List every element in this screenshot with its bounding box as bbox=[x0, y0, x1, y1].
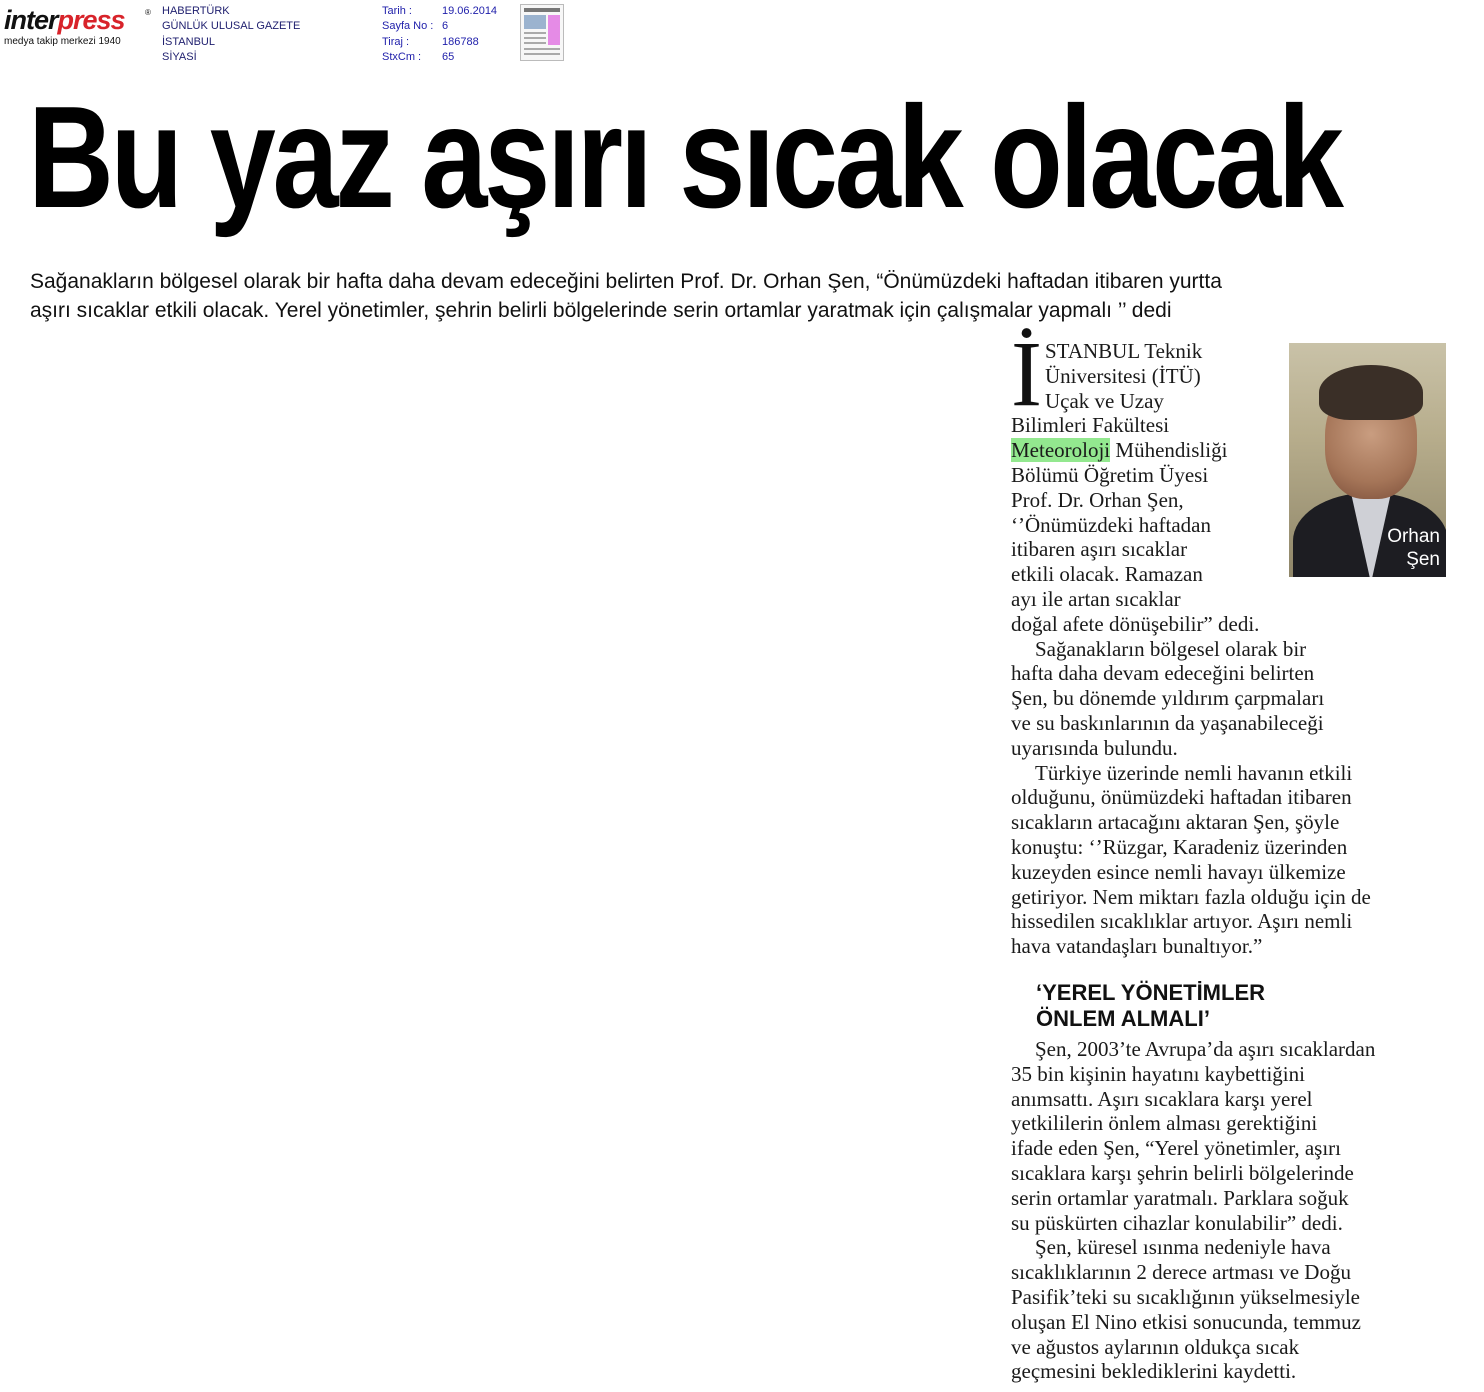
highlighted-keyword: Meteoroloji bbox=[1011, 438, 1111, 463]
body-line: doğal afete dönüşebilir” dedi. bbox=[1011, 611, 1260, 636]
body-line: hava vatandaşları bunaltıyor.” bbox=[1011, 934, 1263, 959]
body-line: Sağanakların bölgesel olarak bir bbox=[1035, 636, 1307, 661]
body-line: STANBUL Teknik bbox=[1045, 339, 1203, 363]
article-subhead: ‘YEREL YÖNETİMLER ÖNLEM ALMALI’ bbox=[1036, 980, 1266, 1031]
body-line: Bilimleri Fakültesi bbox=[1011, 413, 1170, 438]
body-line: hissedilen sıcaklıklar artıyor. Aşırı nemli bbox=[1011, 909, 1353, 934]
body-line: konuştu: ‘’Rüzgar, Karadeniz üzerinden bbox=[1011, 834, 1348, 859]
body-line: Meteoroloji Mühendisliği bbox=[1011, 438, 1228, 463]
meta-date-value: 19.06.2014 bbox=[442, 5, 498, 17]
body-line: Şen, küresel ısınma nedeniyle hava bbox=[1035, 1235, 1331, 1260]
body-line: sıcakların artacağını aktaran Şen, şöyle bbox=[1011, 810, 1340, 835]
meta-stxcm-value: 65 bbox=[442, 50, 455, 63]
deck-line: Sağanakların bölgesel olarak bir hafta daha devam edeceğini belirten Prof. Dr. Orhan Şen, “Önümüzdeki haftadan itibaren yurtta bbox=[30, 270, 1222, 293]
body-line: anımsattı. Aşırı sıcaklara karşı yerel bbox=[1011, 1086, 1313, 1111]
body-line: getiriyor. Nem miktarı fazla olduğu için de bbox=[1011, 884, 1371, 909]
photo-caption: Orhan Şen bbox=[1387, 526, 1440, 570]
body-line: geçmesini beklediklerini kaydetti. bbox=[1011, 1359, 1297, 1384]
article-body-column-2 bbox=[1011, 1037, 1451, 1384]
meta-circulation-value: 186788 bbox=[442, 35, 479, 48]
body-line: ve ağustos aylarının oldukça sıcak bbox=[1011, 1334, 1300, 1359]
article-headline: Bu yaz aşırı sıcak olacak bbox=[28, 76, 1341, 238]
body-line: ve su baskınlarının da yaşanabileceği bbox=[1011, 710, 1324, 735]
body-line: 35 bin kişinin hayatını kaybettiğini bbox=[1011, 1061, 1305, 1086]
publication-type: GÜNLÜK ULUSAL GAZETE bbox=[162, 20, 301, 33]
body-line: hafta daha devam edeceğini belirten bbox=[1011, 661, 1315, 686]
publication-info bbox=[162, 4, 300, 65]
meta-row-circulation: Tiraj : 186788 bbox=[382, 35, 497, 50]
body-line: su püskürten cihazlar konulabilir” dedi. bbox=[1011, 1210, 1343, 1235]
body-line: sıcaklara karşı şehrin belirli bölgelerinde bbox=[1011, 1160, 1354, 1185]
body-line: sıcaklıklarının 2 derece artması ve Doğu bbox=[1011, 1260, 1351, 1285]
body-line: ‘’Önümüzdeki haftadan bbox=[1011, 512, 1212, 537]
body-line: Uçak ve Uzay bbox=[1045, 388, 1164, 413]
body-line: Şen, bu dönemde yıldırım çarpmaları bbox=[1011, 686, 1325, 711]
body-line: Prof. Dr. Orhan Şen, bbox=[1011, 487, 1184, 512]
body-line: ayı ile artan sıcaklar bbox=[1011, 586, 1181, 611]
body-line: kuzeyden esince nemli havayı ülkemize bbox=[1011, 859, 1346, 884]
publication-section: SİYASİ bbox=[162, 50, 197, 63]
body-line: yetkililerin önlem alması gerektiğini bbox=[1011, 1111, 1318, 1136]
body-line: Üniversitesi (İTÜ) bbox=[1045, 363, 1201, 388]
body-line: itibaren aşırı sıcaklar bbox=[1011, 537, 1188, 562]
body-line: olduğunu, önümüzdeki haftadan itibaren bbox=[1011, 785, 1352, 810]
logo-word-press: press bbox=[57, 5, 125, 35]
deck-line: aşırı sıcaklar etkili olacak. Yerel yönetimler, şehrin belirli bölgelerinde serin ortamlar yaratmak için çalışmalar yapmalı ’’ dedi bbox=[30, 299, 1172, 322]
article-body-column bbox=[1011, 323, 1451, 959]
publication-city: İSTANBUL bbox=[162, 35, 215, 48]
body-line: etkili olacak. Ramazan bbox=[1011, 562, 1203, 587]
body-line: Bölümü Öğretim Üyesi bbox=[1011, 462, 1209, 487]
clipping-meta bbox=[382, 4, 497, 65]
body-line: Türkiye üzerinde nemli havanın etkili bbox=[1035, 760, 1353, 785]
body-line: uyarısında bulundu. bbox=[1011, 735, 1178, 760]
drop-cap: İ bbox=[1011, 323, 1042, 426]
body-line: ifade eden Şen, “Yerel yönetimler, aşırı bbox=[1011, 1136, 1342, 1161]
body-line: Pasifik’teki su sıcaklığının yükselmesiyle bbox=[1011, 1284, 1360, 1309]
body-line: serin ortamlar yaratmalı. Parklara soğuk bbox=[1011, 1185, 1349, 1210]
body-line: oluşan El Nino etkisi sonucunda, temmuz bbox=[1011, 1309, 1361, 1334]
meta-page-value: 6 bbox=[442, 20, 449, 33]
body-line: Şen, 2003’te Avrupa’da aşırı sıcaklardan bbox=[1035, 1037, 1376, 1061]
meta-row-date: Tarih : 19.06.2014 bbox=[382, 4, 497, 19]
meta-row-page: Sayfa No : 6 bbox=[382, 19, 497, 34]
page-thumbnail[interactable] bbox=[520, 4, 564, 61]
interpress-logo bbox=[4, 6, 150, 47]
logo-word-inter: inter bbox=[4, 5, 58, 35]
meta-row-stxcm: StxCm : 65 bbox=[382, 50, 497, 65]
logo-registered-mark: ® bbox=[145, 8, 151, 17]
logo-tagline: medya takip merkezi 1940 bbox=[4, 36, 121, 47]
article-deck bbox=[30, 267, 1450, 325]
publication-name: HABERTÜRK bbox=[162, 5, 230, 17]
